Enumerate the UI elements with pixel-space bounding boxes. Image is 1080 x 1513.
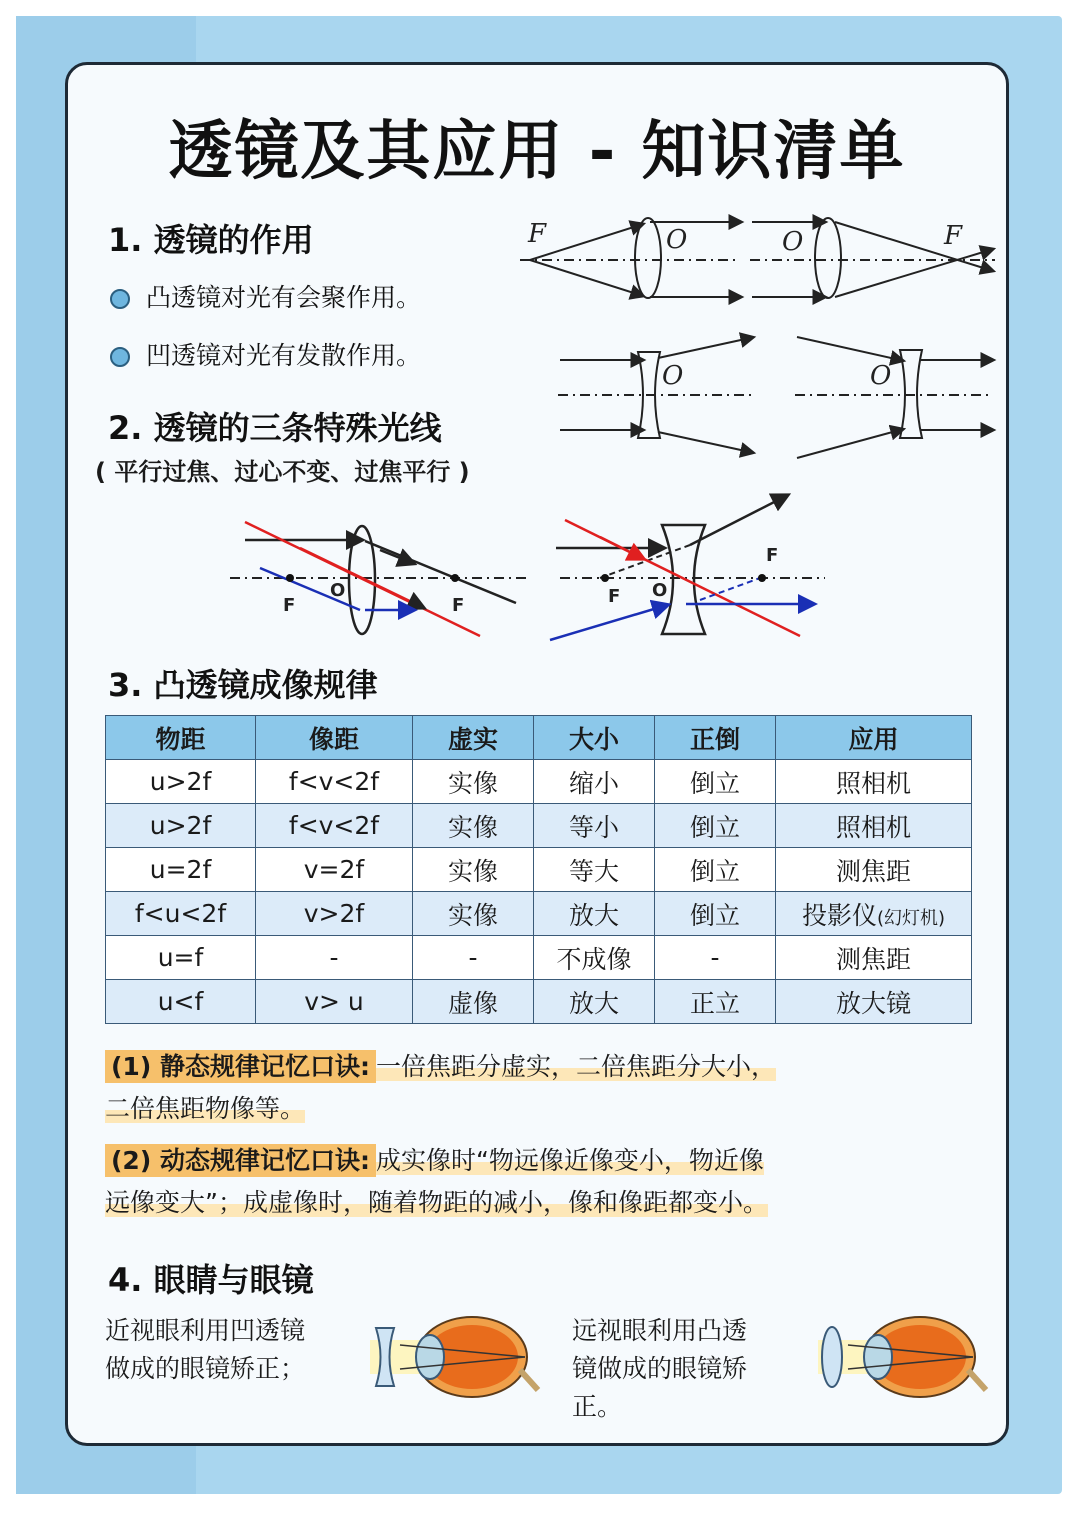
focus-label: F [283,595,296,616]
focus-label: F [944,221,963,251]
table-cell: 实像 [413,760,534,804]
memo-dynamic [105,1140,975,1224]
table-header: 应用 [776,716,972,760]
hyperopia-eye-diagram [808,1310,988,1405]
center-label: O [782,227,804,257]
table-row [106,892,972,936]
special-rays-diagrams [0,0,1080,660]
table-cell: 缩小 [534,760,655,804]
focus-label: F [452,595,465,616]
table-cell [776,892,972,936]
memo-static [105,1046,975,1130]
table-cell: 倒立 [655,760,776,804]
table-cell: v=2f [256,848,413,892]
memo-static-text1: 一倍焦距分虚实，二倍焦距分大小， [375,1052,776,1081]
table-row [106,760,972,804]
section2-heading: 2. 透镜的三条特殊光线 [108,403,452,449]
table-cell: v>2f [256,892,413,936]
table-cell: u=2f [106,848,256,892]
table-cell: 照相机 [776,760,972,804]
focus-label: F [766,545,779,566]
table-cell: 放大 [534,980,655,1024]
table-cell: 正立 [655,980,776,1024]
table-row [106,848,972,892]
hyperopia-text: 远视眼利用凸透 镜做成的眼镜矫 正。 [572,1316,748,1421]
table-cell: 不成像 [534,936,655,980]
center-label: O [330,580,346,601]
table-cell: 倒立 [655,848,776,892]
table-cell: 测焦距 [776,936,972,980]
application-text: 投影仪 [801,900,877,930]
table-cell: u<f [106,980,256,1024]
focus-label: F [528,219,547,249]
table-header: 像距 [256,716,413,760]
table-cell: v> u [256,980,413,1024]
page-title: 透镜及其应用 - 知识清单 [168,115,906,189]
table-cell: - [655,936,776,980]
section4-heading: 4. 眼睛与眼镜 [108,1255,324,1301]
table-cell: u>2f [106,804,256,848]
section1-heading: 1. 透镜的作用 [108,215,324,261]
table-header: 虚实 [413,716,534,760]
table-cell: 实像 [413,804,534,848]
table-cell: 实像 [413,892,534,936]
myopia-text: 近视眼利用凹透镜 做成的眼镜矫正； [105,1316,306,1383]
table-row [106,804,972,848]
table-cell: 倒立 [655,892,776,936]
section3-heading: 3. 凸透镜成像规律 [108,660,388,706]
table-header: 物距 [106,716,256,760]
table-row [106,980,972,1024]
bullet-convex: 凸透镜对光有会聚作用。 [110,278,421,314]
table-cell: 放大 [534,892,655,936]
table-cell: f<v<2f [256,760,413,804]
memo-dynamic-text1: 成实像时“物远像近像变小，物近像 [375,1146,764,1175]
memo-dynamic-tag: (2) 动态规律记忆口诀: [105,1144,376,1177]
table-cell: - [256,936,413,980]
table-cell: 测焦距 [776,848,972,892]
table-cell: 等大 [534,848,655,892]
center-label: O [652,580,668,601]
center-label: O [666,225,688,255]
bullet-concave: 凹透镜对光有发散作用。 [110,336,421,372]
application-note: (幻灯机) [876,907,946,929]
table-cell: - [413,936,534,980]
table-cell: 照相机 [776,804,972,848]
table-cell: u>2f [106,760,256,804]
table-header: 正倒 [655,716,776,760]
center-label: O [870,361,892,391]
section2-note: ( 平行过焦、过心不变、过焦平行 ) [95,458,470,486]
center-label: O [662,361,684,391]
memo-static-tag: (1) 静态规律记忆口诀: [105,1050,376,1083]
table-cell: u=f [106,936,256,980]
table-cell: 等小 [534,804,655,848]
table-cell: 实像 [413,848,534,892]
table-cell: f<u<2f [106,892,256,936]
table-cell: 虚像 [413,980,534,1024]
imaging-rules-table [105,715,972,1024]
myopia-eye-diagram [360,1310,540,1405]
focus-label: F [608,586,621,607]
table-cell: 放大镜 [776,980,972,1024]
table-row [106,936,972,980]
table-cell: 倒立 [655,804,776,848]
memo-dynamic-text2: 远像变大”；成虚像时，随着物距的减小，像和像距都变小。 [105,1188,768,1217]
memo-static-text2: 二倍焦距物像等。 [105,1094,306,1123]
table-cell: f<v<2f [256,804,413,848]
table-header: 大小 [534,716,655,760]
table-header-row [106,716,972,760]
